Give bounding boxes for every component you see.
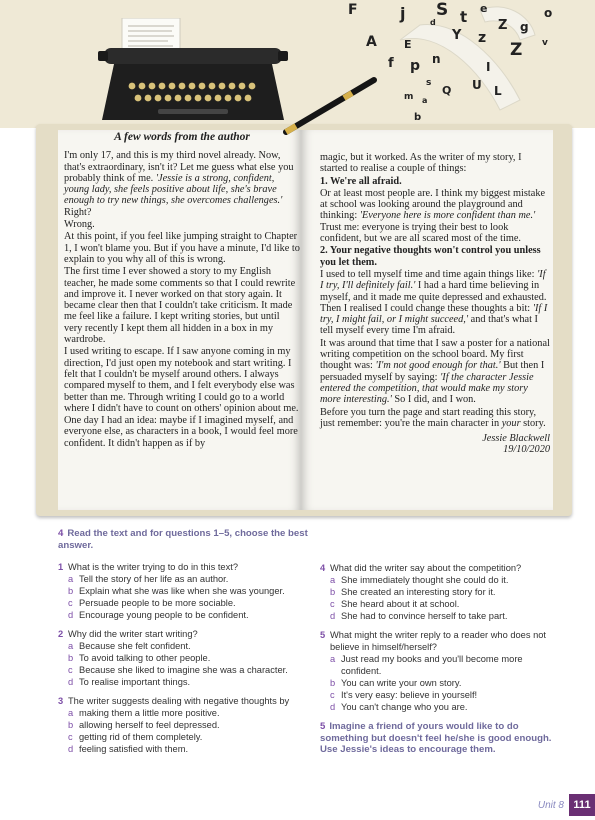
option-letter: c	[68, 598, 73, 608]
left-paragraphs	[64, 150, 300, 449]
answer-option[interactable]	[58, 640, 313, 652]
option-letter: a	[68, 641, 74, 651]
quote-text: 'I'm not good enough for that.'	[375, 360, 501, 372]
book-paragraph	[64, 150, 300, 218]
paragraph-text: I'm only 17, and this is my third novel already. Now, that's extraordinary, isn't it? Let me guess what else you probably think of me.	[64, 150, 294, 184]
letter: a	[422, 96, 428, 105]
letter: Z	[498, 18, 508, 33]
option-letter: b	[330, 587, 336, 597]
task-number: 4	[58, 528, 64, 539]
question-2	[58, 628, 313, 688]
letter: F	[348, 2, 358, 18]
letter: s	[426, 78, 432, 88]
option-letter: a	[330, 654, 336, 664]
question-text: What might the writer reply to a reader who does not believe in himself/herself?	[330, 630, 546, 652]
paragraph-text: But then I persuaded myself by saying:	[320, 360, 545, 383]
question-stem	[58, 561, 313, 573]
answer-option[interactable]	[320, 653, 560, 677]
answer-option[interactable]	[58, 585, 313, 597]
option-text: You can write your own story.	[341, 678, 462, 688]
answer-option[interactable]	[58, 609, 313, 621]
unit-label: Unit 8	[537, 799, 564, 811]
answer-option[interactable]	[320, 677, 560, 689]
task-4-instruction	[58, 528, 313, 551]
question-text: Why did the writer start writing?	[68, 629, 198, 639]
option-text: She created an interesting story for it.	[341, 587, 496, 597]
option-text: Because she liked to imagine she was a character.	[79, 665, 288, 675]
signature-name: Jessie Blackwell	[482, 433, 550, 445]
option-text: It's very easy: believe in yourself!	[341, 690, 478, 700]
option-text: getting rid of them completely.	[79, 732, 203, 742]
question-number: 3	[58, 696, 64, 706]
question-stem	[58, 695, 313, 707]
option-letter: a	[68, 574, 74, 584]
answer-option[interactable]	[58, 707, 313, 719]
questions-list	[320, 562, 560, 713]
paragraph-text: The first time I ever showed a story to my English teacher, he made some comments so that I could rewrite and improve it. I never worked on that story again. It became clear then that I couldn't take criticism. It made me feel like a failure. I kept writing stories, but until very recently I kept them all hidden in a box in my wardrobe.	[64, 266, 296, 346]
answer-option[interactable]	[320, 689, 560, 701]
quote-text: 'If the character Jessie entered the competition, that would make my story more interesting.'	[320, 371, 534, 406]
option-letter: b	[68, 653, 74, 663]
question-text: The writer suggests dealing with negative thoughts by	[68, 696, 290, 706]
answer-option[interactable]	[320, 586, 560, 598]
paragraph-text: magic, but it worked. As the writer of my story, I started to realise a couple of things:	[320, 152, 522, 175]
questions-list	[58, 561, 313, 755]
question-stem	[58, 628, 313, 640]
option-letter: c	[68, 665, 73, 675]
letter: p	[410, 58, 421, 74]
option-text: Because she felt confident.	[79, 641, 191, 651]
letter: U	[472, 78, 482, 92]
letter: n	[432, 52, 441, 66]
answer-option[interactable]	[58, 664, 313, 676]
task-5-instruction	[320, 721, 560, 756]
option-text: allowing herself to feel depressed.	[79, 720, 220, 730]
letter: Z	[510, 40, 523, 60]
answer-option[interactable]	[320, 574, 560, 586]
answer-option[interactable]	[58, 719, 313, 731]
option-letter: b	[68, 586, 74, 596]
option-letter: a	[68, 708, 74, 718]
question-text: What is the writer trying to do in this text?	[68, 562, 238, 572]
quote-text: 'If I try, I might fail, or I might succeed,'	[320, 302, 548, 326]
book-paragraph	[320, 152, 550, 175]
letter: f	[388, 56, 394, 71]
option-text: Encourage young people to be confident.	[79, 610, 249, 620]
right-paragraphs	[320, 152, 550, 429]
quote-text: 'If I try, I'll definitely fail.'	[320, 268, 546, 292]
paragraph-text: and that's what I tell myself every time I'm afraid.	[320, 314, 538, 337]
paragraph-heading: 2. Your negative thoughts won't control you unless you let them.	[320, 245, 541, 268]
paragraph-text: Right?	[64, 206, 92, 218]
answer-option[interactable]	[320, 701, 560, 713]
book-text-left	[64, 132, 300, 450]
letter: S	[436, 0, 449, 20]
question-3	[58, 695, 313, 755]
question-5	[320, 629, 560, 713]
quote-text: your	[501, 417, 521, 429]
paragraph-text: It was around that time that I saw a poster for a national writing competition on the school board. My first thought was:	[320, 337, 550, 372]
letter: Y	[452, 28, 462, 43]
paragraph-text: Wrong.	[64, 219, 95, 231]
answer-option[interactable]	[320, 610, 560, 622]
option-letter: d	[330, 702, 336, 712]
option-text: She immediately thought she could do it.	[341, 575, 509, 585]
option-letter: d	[68, 610, 74, 620]
answer-option[interactable]	[58, 597, 313, 609]
option-letter: d	[68, 744, 74, 754]
option-letter: c	[330, 599, 335, 609]
paragraph-text: Trust me: everyone is trying their best to look confident, but we are all scared most of the time.	[320, 221, 522, 245]
book-paragraph	[64, 266, 300, 345]
quote-text: 'Everyone here is more confident than me.'	[359, 210, 536, 222]
paragraph-text: Before you turn the page and start reading this story, just remember: you're the main character in	[320, 406, 537, 429]
letter: d	[430, 18, 436, 27]
book-paragraph	[320, 269, 550, 337]
letter: E	[404, 38, 412, 51]
letter: L	[494, 84, 502, 98]
answer-option[interactable]	[58, 676, 313, 688]
letter: o	[544, 6, 553, 20]
questions-right-column	[320, 562, 560, 766]
letter: e	[480, 2, 488, 15]
option-text: To avoid talking to other people.	[79, 653, 211, 663]
paragraph-text: I used writing to escape. If I saw anyone coming in my direction, I'd just open my notebook and start writing. I felt that I couldn't be myself around others. I always compared myself to them, and I felt everybody else was better than me. Through writing I could go to a world where I didn't have to count on others' opinion about me.	[64, 346, 299, 414]
questions-left-column	[58, 528, 313, 762]
question-stem	[320, 629, 560, 653]
option-letter: a	[330, 575, 336, 585]
question-text: What did the writer say about the competition?	[330, 563, 522, 573]
task-text: Read the text and for questions 1–5, choose the best answer.	[58, 528, 308, 551]
book-paragraph	[320, 338, 550, 406]
answer-option[interactable]	[58, 573, 313, 585]
option-text: feeling satisfied with them.	[79, 744, 189, 754]
question-number: 5	[320, 630, 326, 640]
option-text: making them a little more positive.	[79, 708, 220, 718]
paragraph-text: At this point, if you feel like jumping straight to Chapter 1, I won't blame you. But if you have a minute, I'd like to explain to you why all of this is wrong.	[64, 231, 300, 265]
option-letter: d	[330, 611, 336, 621]
quote-text: 'Jessie is a strong, confident, young lady, she feels positive about life, she's brave enough to try new things, she overcomes challenges.'	[64, 172, 283, 207]
pen-icon	[282, 74, 382, 138]
book-paragraph	[64, 231, 300, 265]
page-number: 111	[569, 794, 595, 816]
question-4	[320, 562, 560, 622]
paragraph-text: So I did, and I won.	[391, 394, 476, 406]
option-text: To realise important things.	[79, 677, 191, 687]
option-text: Explain what she was like when she was younger.	[79, 586, 285, 596]
signature-date: 19/10/2020	[503, 444, 550, 456]
typewriter-icon	[98, 18, 288, 126]
book-paragraph	[320, 407, 550, 430]
task-number: 5	[320, 721, 326, 732]
book-paragraph	[64, 219, 300, 230]
book-paragraph	[320, 245, 550, 268]
task-text: Imagine a friend of yours would like to do something but doesn't feel he/she is good enough. Use Jessie's ideas to encourage them.	[320, 721, 552, 755]
letter: A	[366, 34, 377, 50]
letter: v	[542, 38, 548, 48]
book-paragraph	[320, 188, 550, 244]
option-letter: c	[330, 690, 335, 700]
option-text: Persuade people to be more sociable.	[79, 598, 236, 608]
option-text: She heard about it at school.	[341, 599, 460, 609]
letter: m	[404, 92, 414, 102]
book-paragraph	[320, 176, 550, 187]
paragraph-text: One day I had an idea: maybe if I imagined myself, and everyone else, as characters in a book, I would feel more confident. It didn't happen as if by	[64, 415, 298, 449]
letter: j	[400, 4, 406, 23]
option-text: She had to convince herself to take part.	[341, 611, 508, 621]
paragraph-text: I used to tell myself time and time again things like:	[320, 268, 538, 280]
option-letter: d	[68, 677, 74, 687]
letter: g	[520, 20, 529, 34]
answer-option[interactable]	[320, 598, 560, 610]
paragraph-heading: 1. We're all afraid.	[320, 175, 402, 187]
paragraph-text: Or at least most people are. I think my biggest mistake at school was looking around the playground and thinking:	[320, 187, 546, 222]
option-letter: c	[68, 732, 73, 742]
answer-option[interactable]	[58, 731, 313, 743]
question-stem	[320, 562, 560, 574]
answer-option[interactable]	[58, 652, 313, 664]
book-title: A few words from the author	[114, 131, 250, 143]
question-number: 4	[320, 563, 326, 573]
question-number: 1	[58, 562, 64, 572]
paragraph-text: I had a hard time believing in myself, and it made me quite depressed and exhausted. Then I realised I could change these thoughts a bit:	[320, 280, 547, 314]
book-text-right	[320, 152, 550, 456]
book-paragraph	[64, 346, 300, 414]
letter: I	[486, 60, 491, 74]
question-number: 2	[58, 629, 64, 639]
book-paragraph	[64, 415, 300, 449]
paragraph-text: story.	[520, 417, 546, 429]
option-letter: b	[330, 678, 336, 688]
page-footer	[538, 794, 595, 816]
option-text: You can't change who you are.	[341, 702, 468, 712]
letter: z	[478, 30, 487, 46]
option-text: Tell the story of her life as an author.	[79, 574, 229, 584]
letter: Q	[442, 84, 452, 97]
option-letter: b	[68, 720, 74, 730]
letter: b	[414, 112, 422, 123]
letter: t	[460, 8, 468, 26]
question-1	[58, 561, 313, 621]
option-text: Just read my books and you'll become more confident.	[341, 654, 523, 676]
answer-option[interactable]	[58, 743, 313, 755]
